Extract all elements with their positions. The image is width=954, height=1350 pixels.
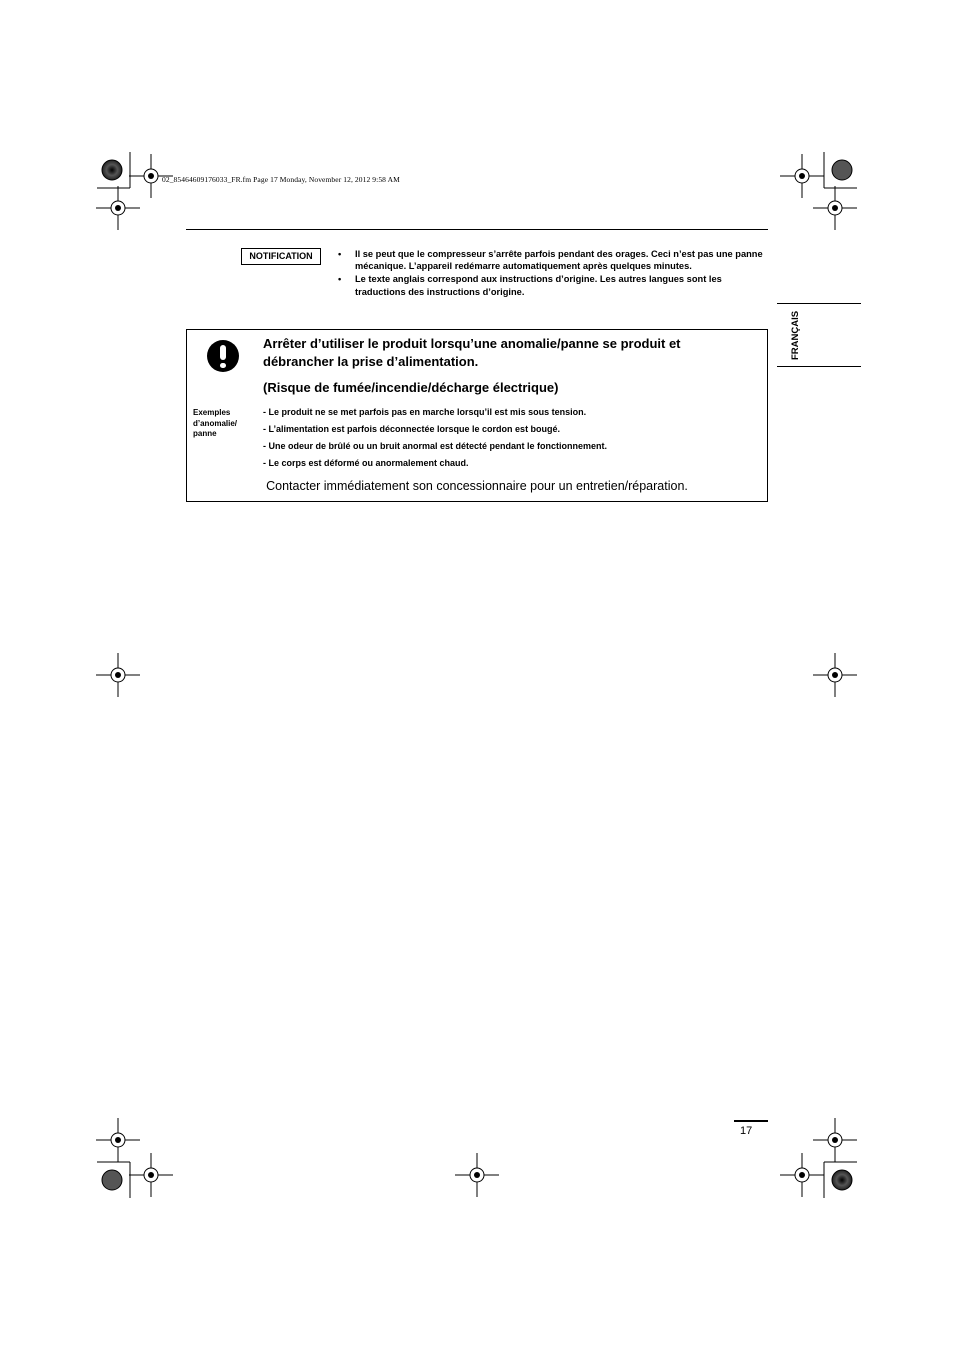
list-item — [338, 273, 763, 297]
page-number: 17 — [740, 1125, 753, 1137]
language-label: FRANÇAIS — [790, 310, 801, 360]
notification-text: Le texte anglais correspond aux instructions d’origine. Les autres langues sont les traductions des instructions d’origine. — [355, 274, 722, 297]
notification-list — [338, 248, 763, 299]
file-header: 02_85464609176033_FR.fm Page 17 Monday, November 12, 2012 9:58 AM — [162, 175, 400, 184]
notification-text: Il se peut que le compresseur s’arrête parfois pendant des orages. Ceci n’est pas une panne mécanique. L’appareil redémarre automatiquement après quelques minutes. — [355, 249, 763, 272]
exclamation-circle-icon — [207, 340, 239, 372]
examples-list — [263, 406, 607, 474]
list-item: - L’alimentation est parfois déconnectée lorsque le cordon est bougé. — [263, 424, 561, 434]
bullet-icon: • — [338, 249, 342, 259]
notification-badge: NOTIFICATION — [241, 248, 321, 265]
examples-label: Exemples d’anomalie/ panne — [193, 408, 238, 438]
warning-subheading: (Risque de fumée/incendie/décharge électrique) — [263, 380, 559, 395]
bullet-icon: • — [338, 274, 342, 285]
header-rule — [186, 229, 768, 230]
list-item: - Le corps est déformé ou anormalement chaud. — [263, 458, 469, 468]
language-tab — [777, 303, 861, 367]
contact-instruction: Contacter immédiatement son concessionnaire pour un entretien/réparation. — [266, 479, 688, 493]
list-item: - Le produit ne se met parfois pas en marche lorsqu’il est mis sous tension. — [263, 407, 587, 417]
list-item — [338, 248, 763, 272]
list-item: - Une odeur de brûlé ou un bruit anormal est détecté pendant le fonctionnement. — [263, 441, 608, 451]
warning-box — [186, 329, 768, 502]
warning-heading: Arrêter d’utiliser le produit lorsqu’une anomalie/panne se produit et débrancher la prise d’alimentation. — [263, 336, 681, 369]
page-number-rule — [734, 1120, 768, 1122]
